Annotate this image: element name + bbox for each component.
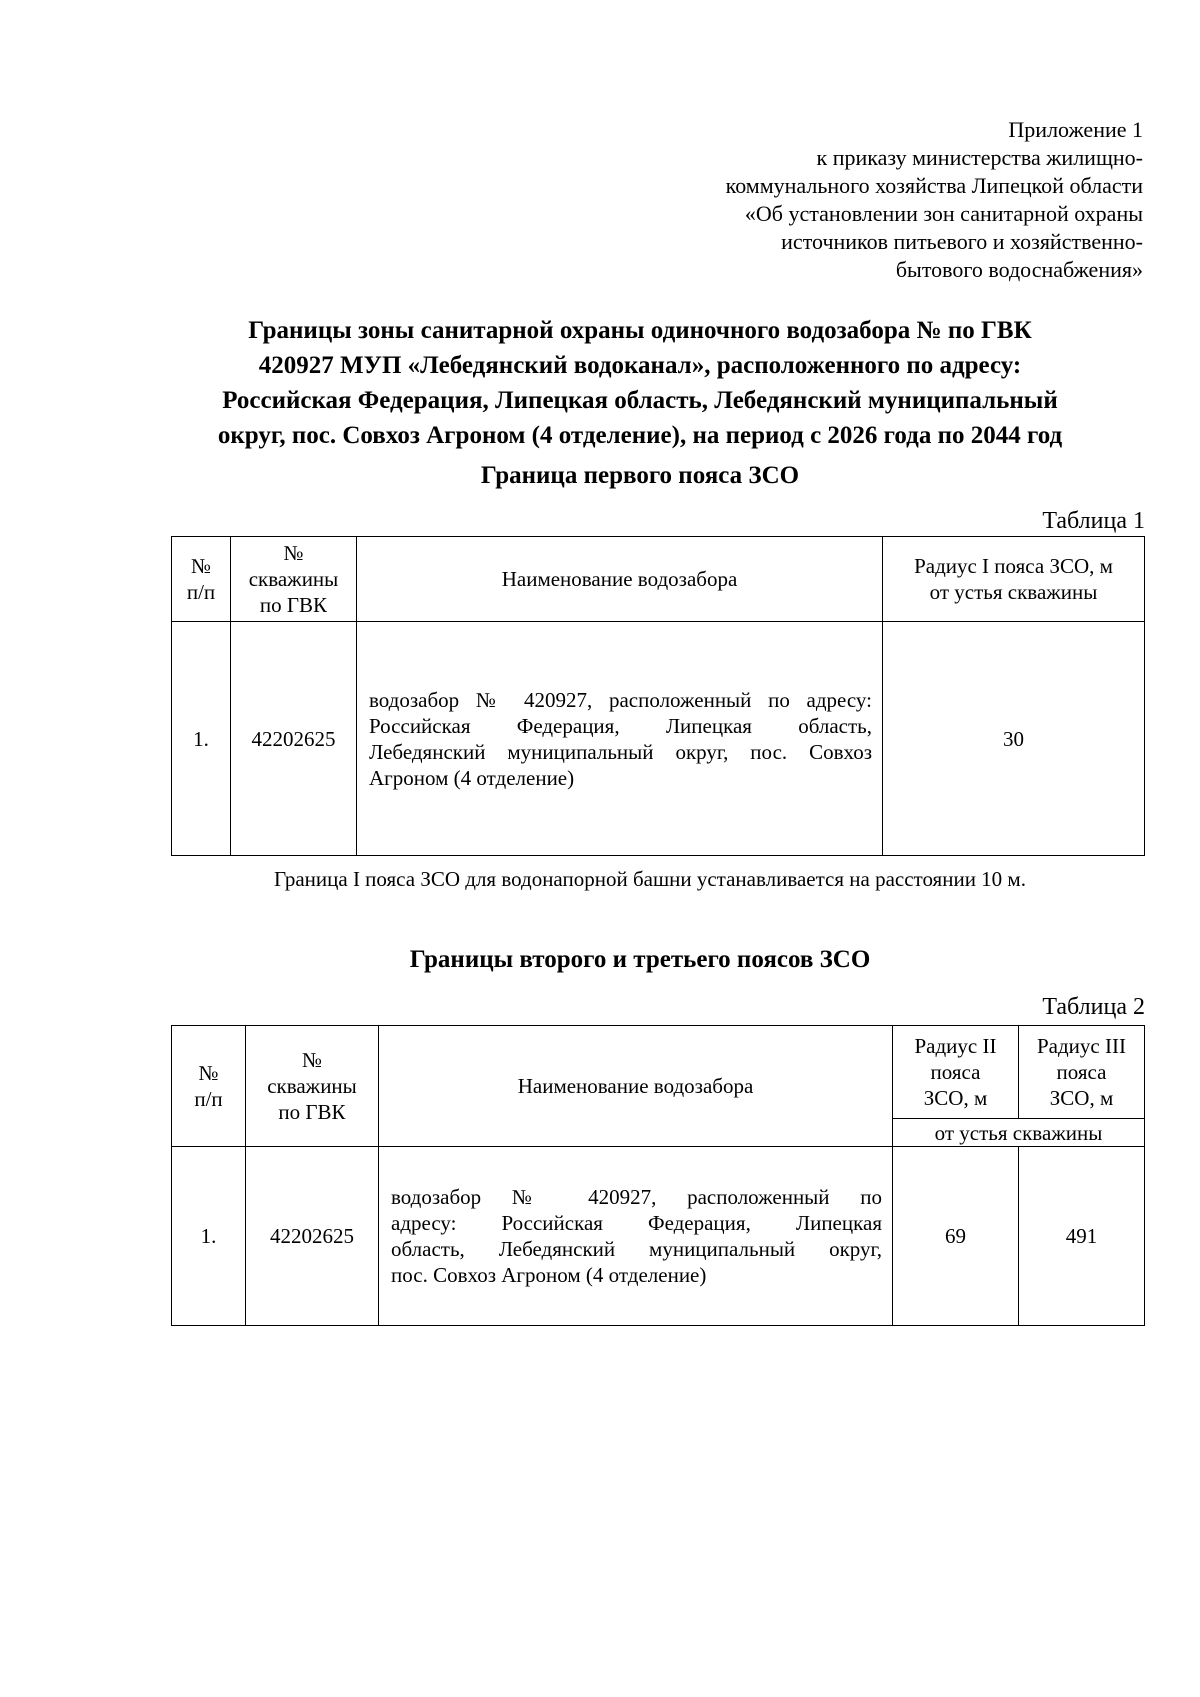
header-text: п/п (194, 1087, 223, 1111)
table-1-header-row (172, 537, 1145, 622)
appendix-line: «Об установлении зон санитарной охраны (744, 201, 1143, 226)
header-text: по ГВК (259, 593, 328, 617)
header-text: по ГВК (278, 1100, 346, 1124)
table-2-label: Таблица 2 (1042, 994, 1145, 1020)
header-text: Радиус II (914, 1034, 997, 1058)
header-text: № (283, 541, 304, 565)
appendix-line: источников питьевого и хозяйственно- (781, 229, 1143, 254)
document-title (160, 313, 1120, 453)
cell-radius: 30 (883, 622, 1145, 856)
header-well (231, 537, 357, 622)
header-text: скважины (267, 1074, 357, 1098)
appendix-line: к приказу министерства жилищно- (816, 145, 1143, 170)
header-radius-2 (893, 1026, 1019, 1119)
appendix-line: бытового водоснабжения» (895, 257, 1143, 282)
cell-well: 42202625 (231, 622, 357, 856)
section-1-title: Граница первого пояса ЗСО (480, 462, 800, 489)
cell-description (379, 1147, 893, 1326)
table-row (172, 1147, 1145, 1326)
header-text: Радиус I пояса ЗСО, м (914, 554, 1113, 578)
header-radius (883, 537, 1145, 622)
appendix-line: коммунального хозяйства Липецкой области (725, 173, 1143, 198)
title-line: 420927 МУП «Лебедянский водоканал», расположенного по адресу: (258, 352, 1022, 379)
header-well (246, 1026, 379, 1147)
desc-line: водозабор № 420927, расположенный по (391, 1185, 882, 1209)
desc-line: адресу: Российская Федерация, Липецкая (391, 1211, 882, 1235)
table-row (172, 622, 1145, 856)
header-text: скважины (248, 567, 339, 591)
header-text: пояса (930, 1060, 981, 1084)
header-num (172, 537, 231, 622)
header-num (172, 1026, 246, 1147)
title-line: округ, пос. Совхоз Агроном (4 отделение), на период с 2026 года по 2044 год (217, 422, 1063, 449)
cell-radius-3: 491 (1019, 1147, 1145, 1326)
header-text: ЗСО, м (1049, 1086, 1114, 1110)
header-from-wellhead: от устья скважины (893, 1119, 1145, 1147)
table-1-note: Граница I пояса ЗСО для водонапорной башни устанавливается на расстоянии 10 м. (274, 867, 1026, 891)
header-text: пояса (1056, 1060, 1107, 1084)
cell-num: 1. (172, 1147, 246, 1326)
cell-radius-2: 69 (893, 1147, 1019, 1326)
header-radius-3 (1019, 1026, 1145, 1119)
desc-line: Российская Федерация, Липецкая область, (369, 713, 872, 738)
table-2-header-row (172, 1026, 1145, 1119)
header-text: п/п (186, 580, 216, 604)
desc-line: водозабор № 420927, расположенный по адресу: (369, 687, 872, 712)
cell-well: 42202625 (246, 1147, 379, 1326)
header-text: от устья скважины (929, 580, 1098, 604)
table-1 (171, 536, 1145, 856)
desc-line: область, Лебедянский муниципальный округ, (391, 1237, 882, 1261)
appendix-line: Приложение 1 (1008, 117, 1143, 142)
header-name: Наименование водозабора (357, 537, 883, 622)
title-line: Границы зоны санитарной охраны одиночного водозабора № по ГВК (248, 317, 1032, 344)
header-text: ЗСО, м (923, 1086, 988, 1110)
header-name: Наименование водозабора (379, 1026, 893, 1147)
header-text: № (301, 1048, 323, 1072)
table-1-label: Таблица 1 (1042, 508, 1145, 534)
appendix-header (726, 116, 1143, 284)
desc-line: Агроном (4 отделение) (369, 765, 575, 790)
cell-num: 1. (172, 622, 231, 856)
desc-line: пос. Совхоз Агроном (4 отделение) (391, 1263, 707, 1287)
title-line: Российская Федерация, Липецкая область, Лебедянский муниципальный (222, 387, 1058, 414)
section-2-title: Границы второго и третьего поясов ЗСО (409, 946, 871, 973)
table-2 (171, 1025, 1145, 1326)
header-text: № (198, 1061, 219, 1085)
desc-line: Лебедянский муниципальный округ, пос. Совхоз (369, 739, 872, 764)
header-text: № (190, 554, 212, 578)
cell-description (357, 622, 883, 856)
header-text: Радиус III (1037, 1034, 1126, 1058)
